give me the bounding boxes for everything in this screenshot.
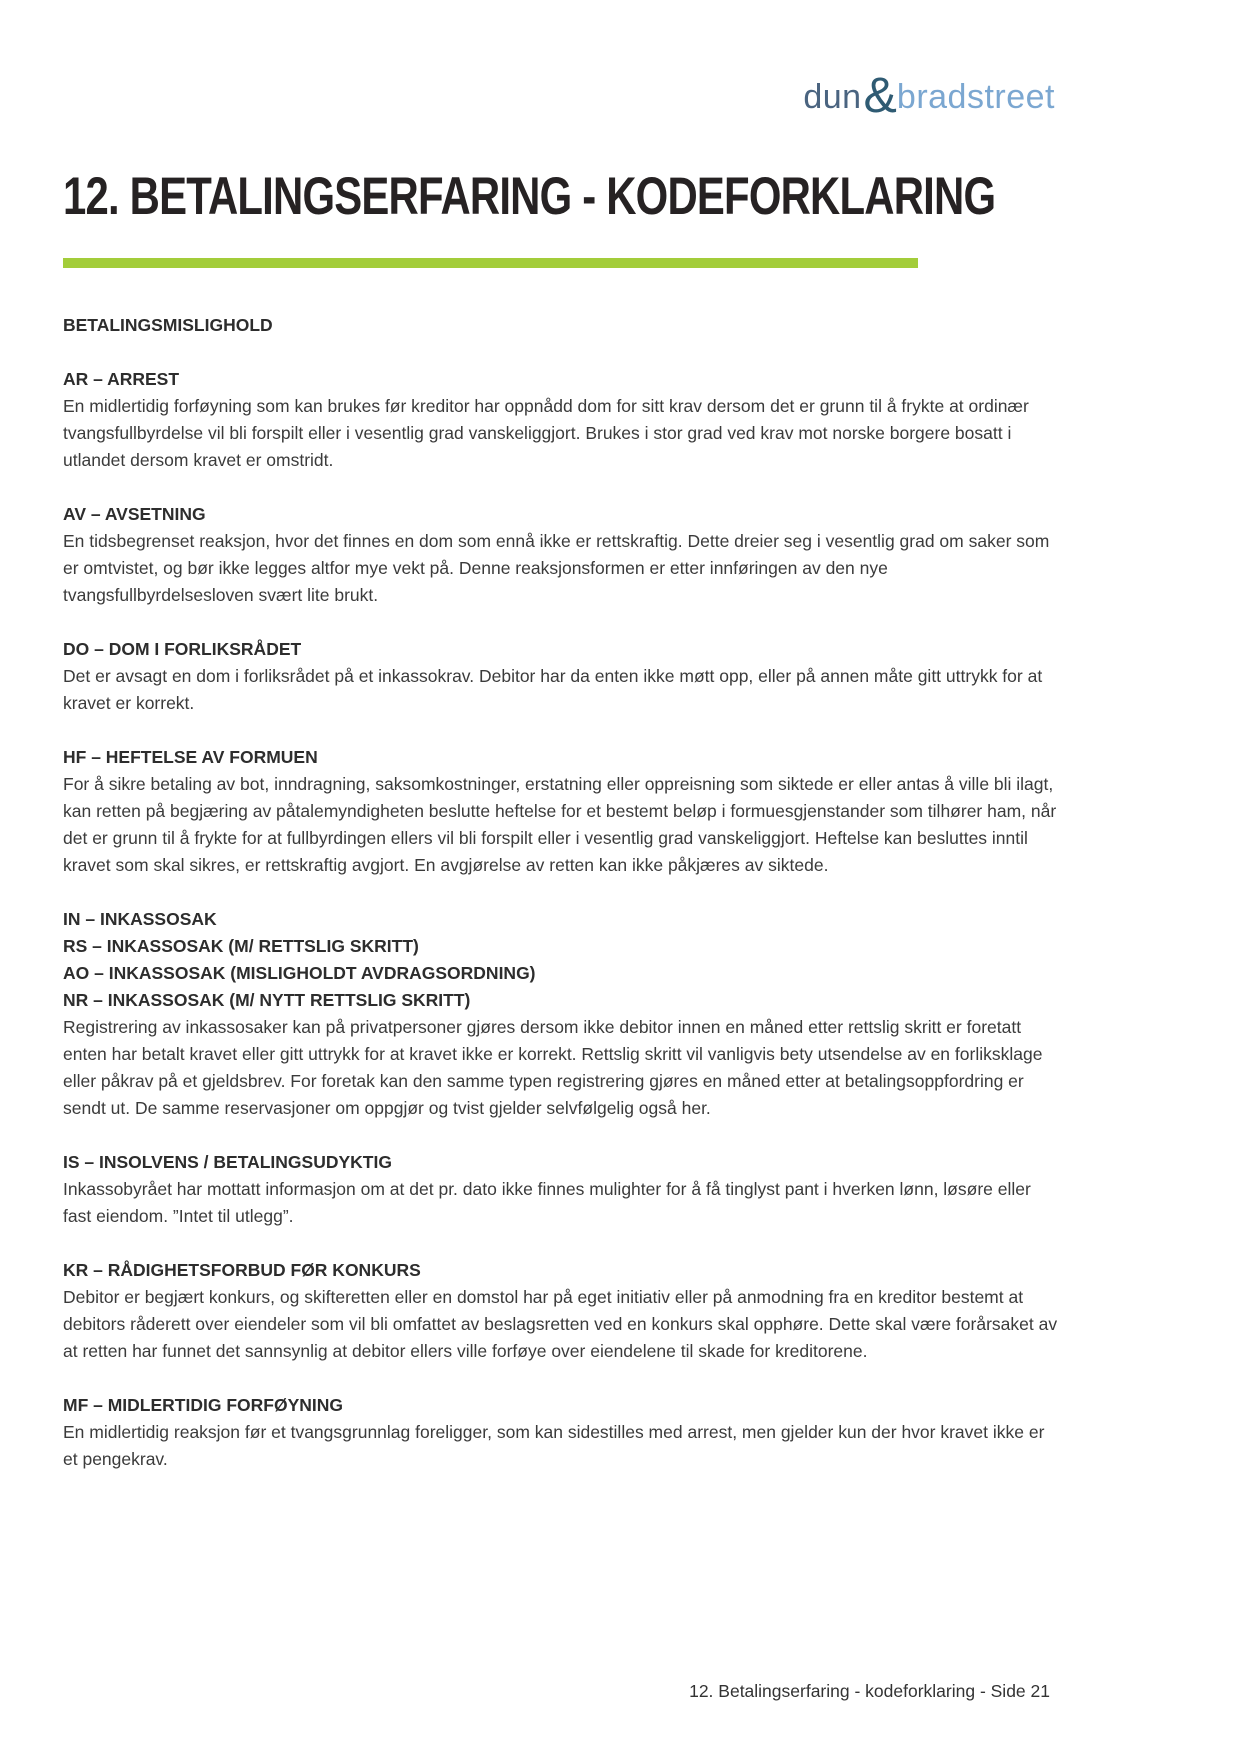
section-ar — [63, 366, 1058, 474]
section-do — [63, 636, 1058, 717]
page-footer: 12. Betalingserfaring - kodeforklaring - Side 21 — [689, 1681, 1050, 1701]
code-description-mf: En midlertidig reaksjon før et tvangsgrunnlag foreligger, som kan sidestilles med arrest, men gjelder kun der hvor kravet ikke er et pengekrav. — [63, 1422, 1045, 1469]
code-description-hf: For å sikre betaling av bot, inndragning, saksomkostninger, erstatning eller oppreisning som siktede er eller antas å ville bli ilagt, kan retten på begjæring av påtalemyndigheten beslutte heftelse for et bestemt beløp i formuesgjenstander som tilhører ham, når det er grunn til å frykte for at fullbyrdingen ellers vil bli forspilt eller i vesentlig grad vanskeliggjort. Heftelse kan besluttes inntil kravet som skal sikres, er rettskraftig avgjort. En avgjørelse av retten kan ikke påkjæres av siktede. — [63, 774, 1057, 875]
dun-bradstreet-logo — [803, 66, 1055, 123]
page-title: 12. BETALINGSERFARING - KODEFORKLARING — [63, 167, 996, 226]
code-heading-do: DO – DOM I FORLIKSRÅDET — [63, 639, 302, 659]
code-heading-rs: RS – INKASSOSAK (M/ RETTSLIG SKRITT) — [63, 936, 419, 956]
section-kr — [63, 1257, 1058, 1365]
code-description-inkasso: Registrering av inkassosaker kan på privatpersoner gjøres dersom ikke debitor innen en måned etter rettslig skritt er foretatt enten har betalt kravet eller gitt uttrykk for at kravet ikke er korrekt. Rettslig skritt vil vanligvis bety utsendelse av en forliksklage eller påkrav på et gjeldsbrev. For foretak kan den samme typen registrering gjøres en måned etter at betalingsoppfordring er sendt ut. De samme reservasjoner om oppgjør og tvist gjelder selvfølgelig også her. — [63, 1017, 1043, 1118]
code-heading-is: IS – INSOLVENS / BETALINGSUDYKTIG — [63, 1152, 392, 1172]
code-heading-mf: MF – MIDLERTIDIG FORFØYNING — [63, 1395, 343, 1415]
code-heading-av: AV – AVSETNING — [63, 504, 206, 524]
section-heading-betalingsmislighold: BETALINGSMISLIGHOLD — [63, 315, 273, 335]
code-heading-in: IN – INKASSOSAK — [63, 909, 217, 929]
code-heading-ar: AR – ARREST — [63, 369, 180, 389]
code-description-ar: En midlertidig forføyning som kan brukes før kreditor har oppnådd dom for sitt krav dersom det er grunn til å frykte at ordinær tvangsfullbyrdelse vil bli forspilt eller i vesentlig grad vanskeliggjort. Brukes i stor grad ved krav mot norske borgere bosatt i utlandet dersom kravet er omstridt. — [63, 396, 1029, 470]
section-inkasso — [63, 906, 1058, 1122]
code-heading-ao: AO – INKASSOSAK (MISLIGHOLDT AVDRAGSORDNING) — [63, 963, 536, 983]
code-heading-nr: NR – INKASSOSAK (M/ NYTT RETTSLIG SKRITT) — [63, 990, 471, 1010]
section-is — [63, 1149, 1058, 1230]
code-heading-kr: KR – RÅDIGHETSFORBUD FØR KONKURS — [63, 1260, 421, 1280]
logo-word-dun: dun — [803, 78, 862, 116]
section-hf — [63, 744, 1058, 879]
document-body — [63, 312, 1058, 1500]
code-description-is: Inkassobyrået har mottatt informasjon om at det pr. dato ikke finnes mulighter for å få tinglyst pant i hverken lønn, løsøre eller fast eiendom. ”Intet til utlegg”. — [63, 1179, 1031, 1226]
logo-word-bradstreet: bradstreet — [896, 78, 1055, 116]
code-description-kr: Debitor er begjært konkurs, og skifteretten eller en domstol har på eget initiativ eller på anmodning fra en kreditor bestemt at debitors råderett over eiendeler som vil bli omfattet av beslagsretten ved en konkurs skal opphøre. Dette skal være forårsaket av at retten har funnet det sannsynlig at debitor ellers ville forføye over eiendelene til skade for kreditorene. — [63, 1287, 1058, 1361]
section-mf — [63, 1392, 1058, 1473]
code-description-do: Det er avsagt en dom i forliksrådet på et inkassokrav. Debitor har da enten ikke møtt opp, eller på annen måte gitt uttrykk for at kravet er korrekt. — [63, 666, 1043, 713]
code-heading-hf: HF – HEFTELSE AV FORMUEN — [63, 747, 318, 767]
title-accent-rule — [63, 258, 918, 268]
section-av — [63, 501, 1058, 609]
code-description-av: En tidsbegrenset reaksjon, hvor det finnes en dom som ennå ikke er rettskraftig. Dette dreier seg i vesentlig grad om saker som er omtvistet, og bør ikke legges altfor mye vekt på. Denne reaksjonsformen er etter innføringen av den nye tvangsfullbyrdelsesloven svært lite brukt. — [63, 531, 1050, 605]
logo-ampersand-icon: & — [863, 67, 897, 123]
